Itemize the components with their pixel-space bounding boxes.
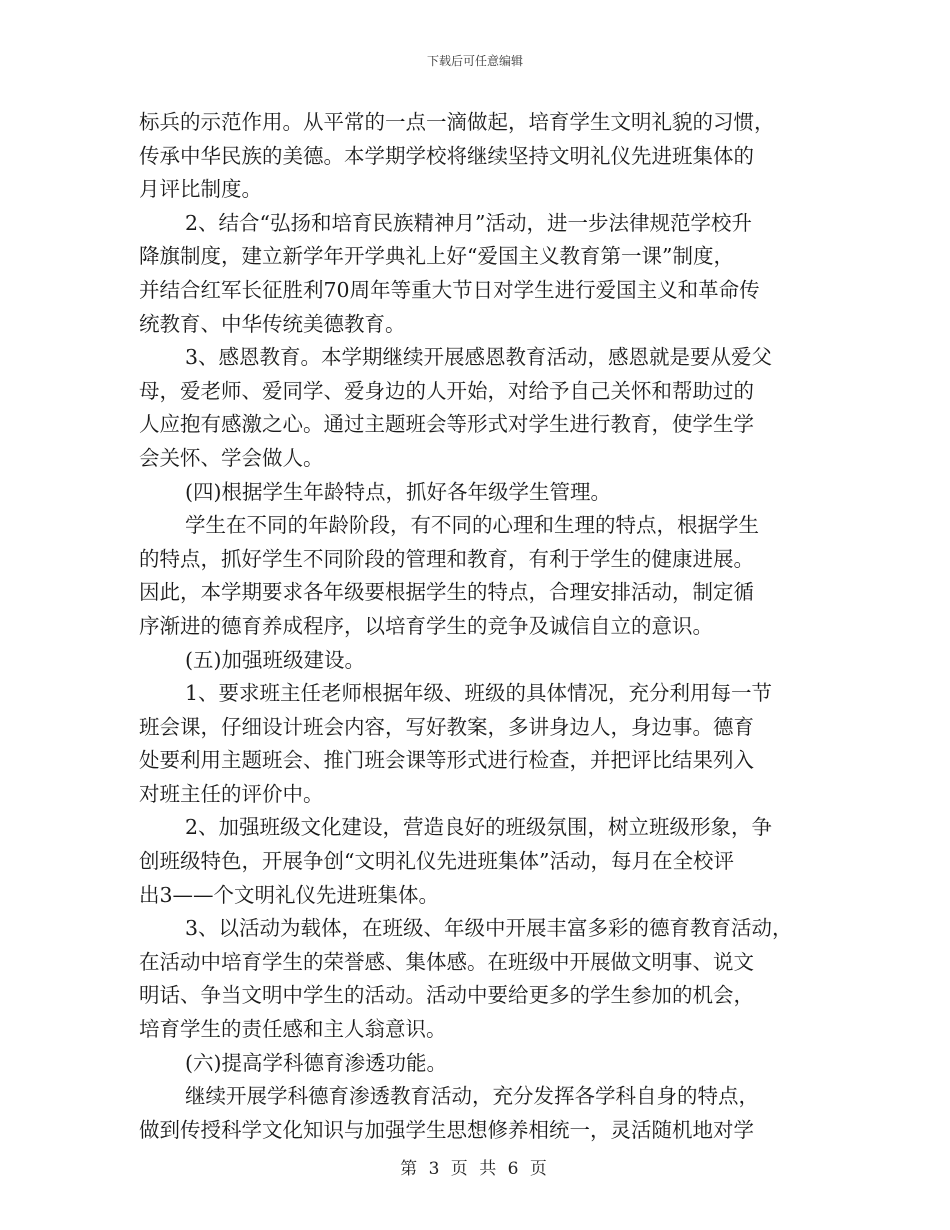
text-line: 降旗制度，建立新学年开学典礼上好“爱国主义教育第一课”制度， bbox=[139, 244, 734, 269]
text-line: 因此，本学期要求各年级要根据学生的特点，合理安排活动，制定循 bbox=[139, 580, 754, 605]
text-line: 2、结合“弘扬和培育民族精神月”活动，进一步法律规范学校升 bbox=[185, 210, 753, 235]
text-line: (五)加强班级建设。 bbox=[185, 647, 365, 672]
text-line: 创班级特色，开展争创“文明礼仪先进班集体”活动，每月在全校评 bbox=[139, 849, 734, 874]
text-line: 的特点，抓好学生不同阶段的管理和教育，有利于学生的健康进展。 bbox=[139, 546, 754, 571]
page-header: 下载后可任意编辑 bbox=[426, 54, 523, 68]
text-line: 序渐进的德育养成程序，以培育学生的竞争及诚信自立的意识。 bbox=[139, 613, 713, 638]
text-line: 3、以活动为载体，在班级、年级中开展丰富多彩的德育教育活动， bbox=[185, 916, 793, 941]
text-line: 班会课，仔细设计班会内容，写好教案，多讲身边人，身边事。德育 bbox=[139, 714, 754, 739]
text-line: 出3——个文明礼仪先进班集体。 bbox=[139, 882, 440, 907]
text-line: (四)根据学生年龄特点，抓好各年级学生管理。 bbox=[185, 479, 611, 504]
text-line: 人应抱有感激之心。通过主题班会等形式对学生进行教育，使学生学 bbox=[139, 412, 754, 437]
text-line: 并结合红军长征胜利70周年等重大节日对学生进行爱国主义和革命传 bbox=[139, 277, 760, 302]
document-body bbox=[139, 106, 829, 1147]
text-line: 2、加强班级文化建设，营造良好的班级氛围，树立班级形象，争 bbox=[185, 815, 773, 840]
text-line: 3、感恩教育。本学期继续开展感恩教育活动，感恩就是要从爱父 bbox=[185, 345, 773, 370]
text-line: 明话、争当文明中学生的活动。活动中要给更多的学生参加的机会， bbox=[139, 983, 754, 1008]
text-line: 母，爱老师、爱同学、爱身边的人开始，对给予自己关怀和帮助过的 bbox=[139, 378, 754, 403]
text-line: 在活动中培育学生的荣誉感、集体感。在班级中开展做文明事、说文 bbox=[139, 949, 754, 974]
text-line: 对班主任的评价中。 bbox=[139, 781, 324, 806]
text-line: 标兵的示范作用。从平常的一点一滴做起，培育学生文明礼貌的习惯， bbox=[139, 110, 775, 134]
text-line: 学生在不同的年龄阶段，有不同的心理和生理的特点，根据学生 bbox=[185, 513, 759, 538]
text-line: 会关怀、学会做人。 bbox=[139, 445, 324, 470]
text-line: (六)提高学科德育渗透功能。 bbox=[185, 1050, 447, 1075]
text-line: 1、要求班主任老师根据年级、班级的具体情况，充分利用每一节 bbox=[185, 681, 773, 706]
text-line: 培育学生的责任感和主人翁意识。 bbox=[139, 1017, 447, 1042]
text-line: 月评比制度。 bbox=[139, 177, 262, 202]
text-line: 做到传授科学文化知识与加强学生思想修养相统一，灵活随机地对学 bbox=[139, 1117, 754, 1142]
text-line: 传承中华民族的美德。本学期学校将继续坚持文明礼仪先进班集体的 bbox=[139, 143, 754, 168]
page-number-footer: 第 3 页 共 6 页 bbox=[400, 1159, 550, 1179]
text-line: 继续开展学科德育渗透教育活动，充分发挥各学科自身的特点， bbox=[185, 1084, 759, 1109]
text-line: 处要利用主题班会、推门班会课等形式进行检查，并把评比结果列入 bbox=[139, 748, 754, 773]
text-line: 统教育、中华传统美德教育。 bbox=[139, 311, 406, 336]
